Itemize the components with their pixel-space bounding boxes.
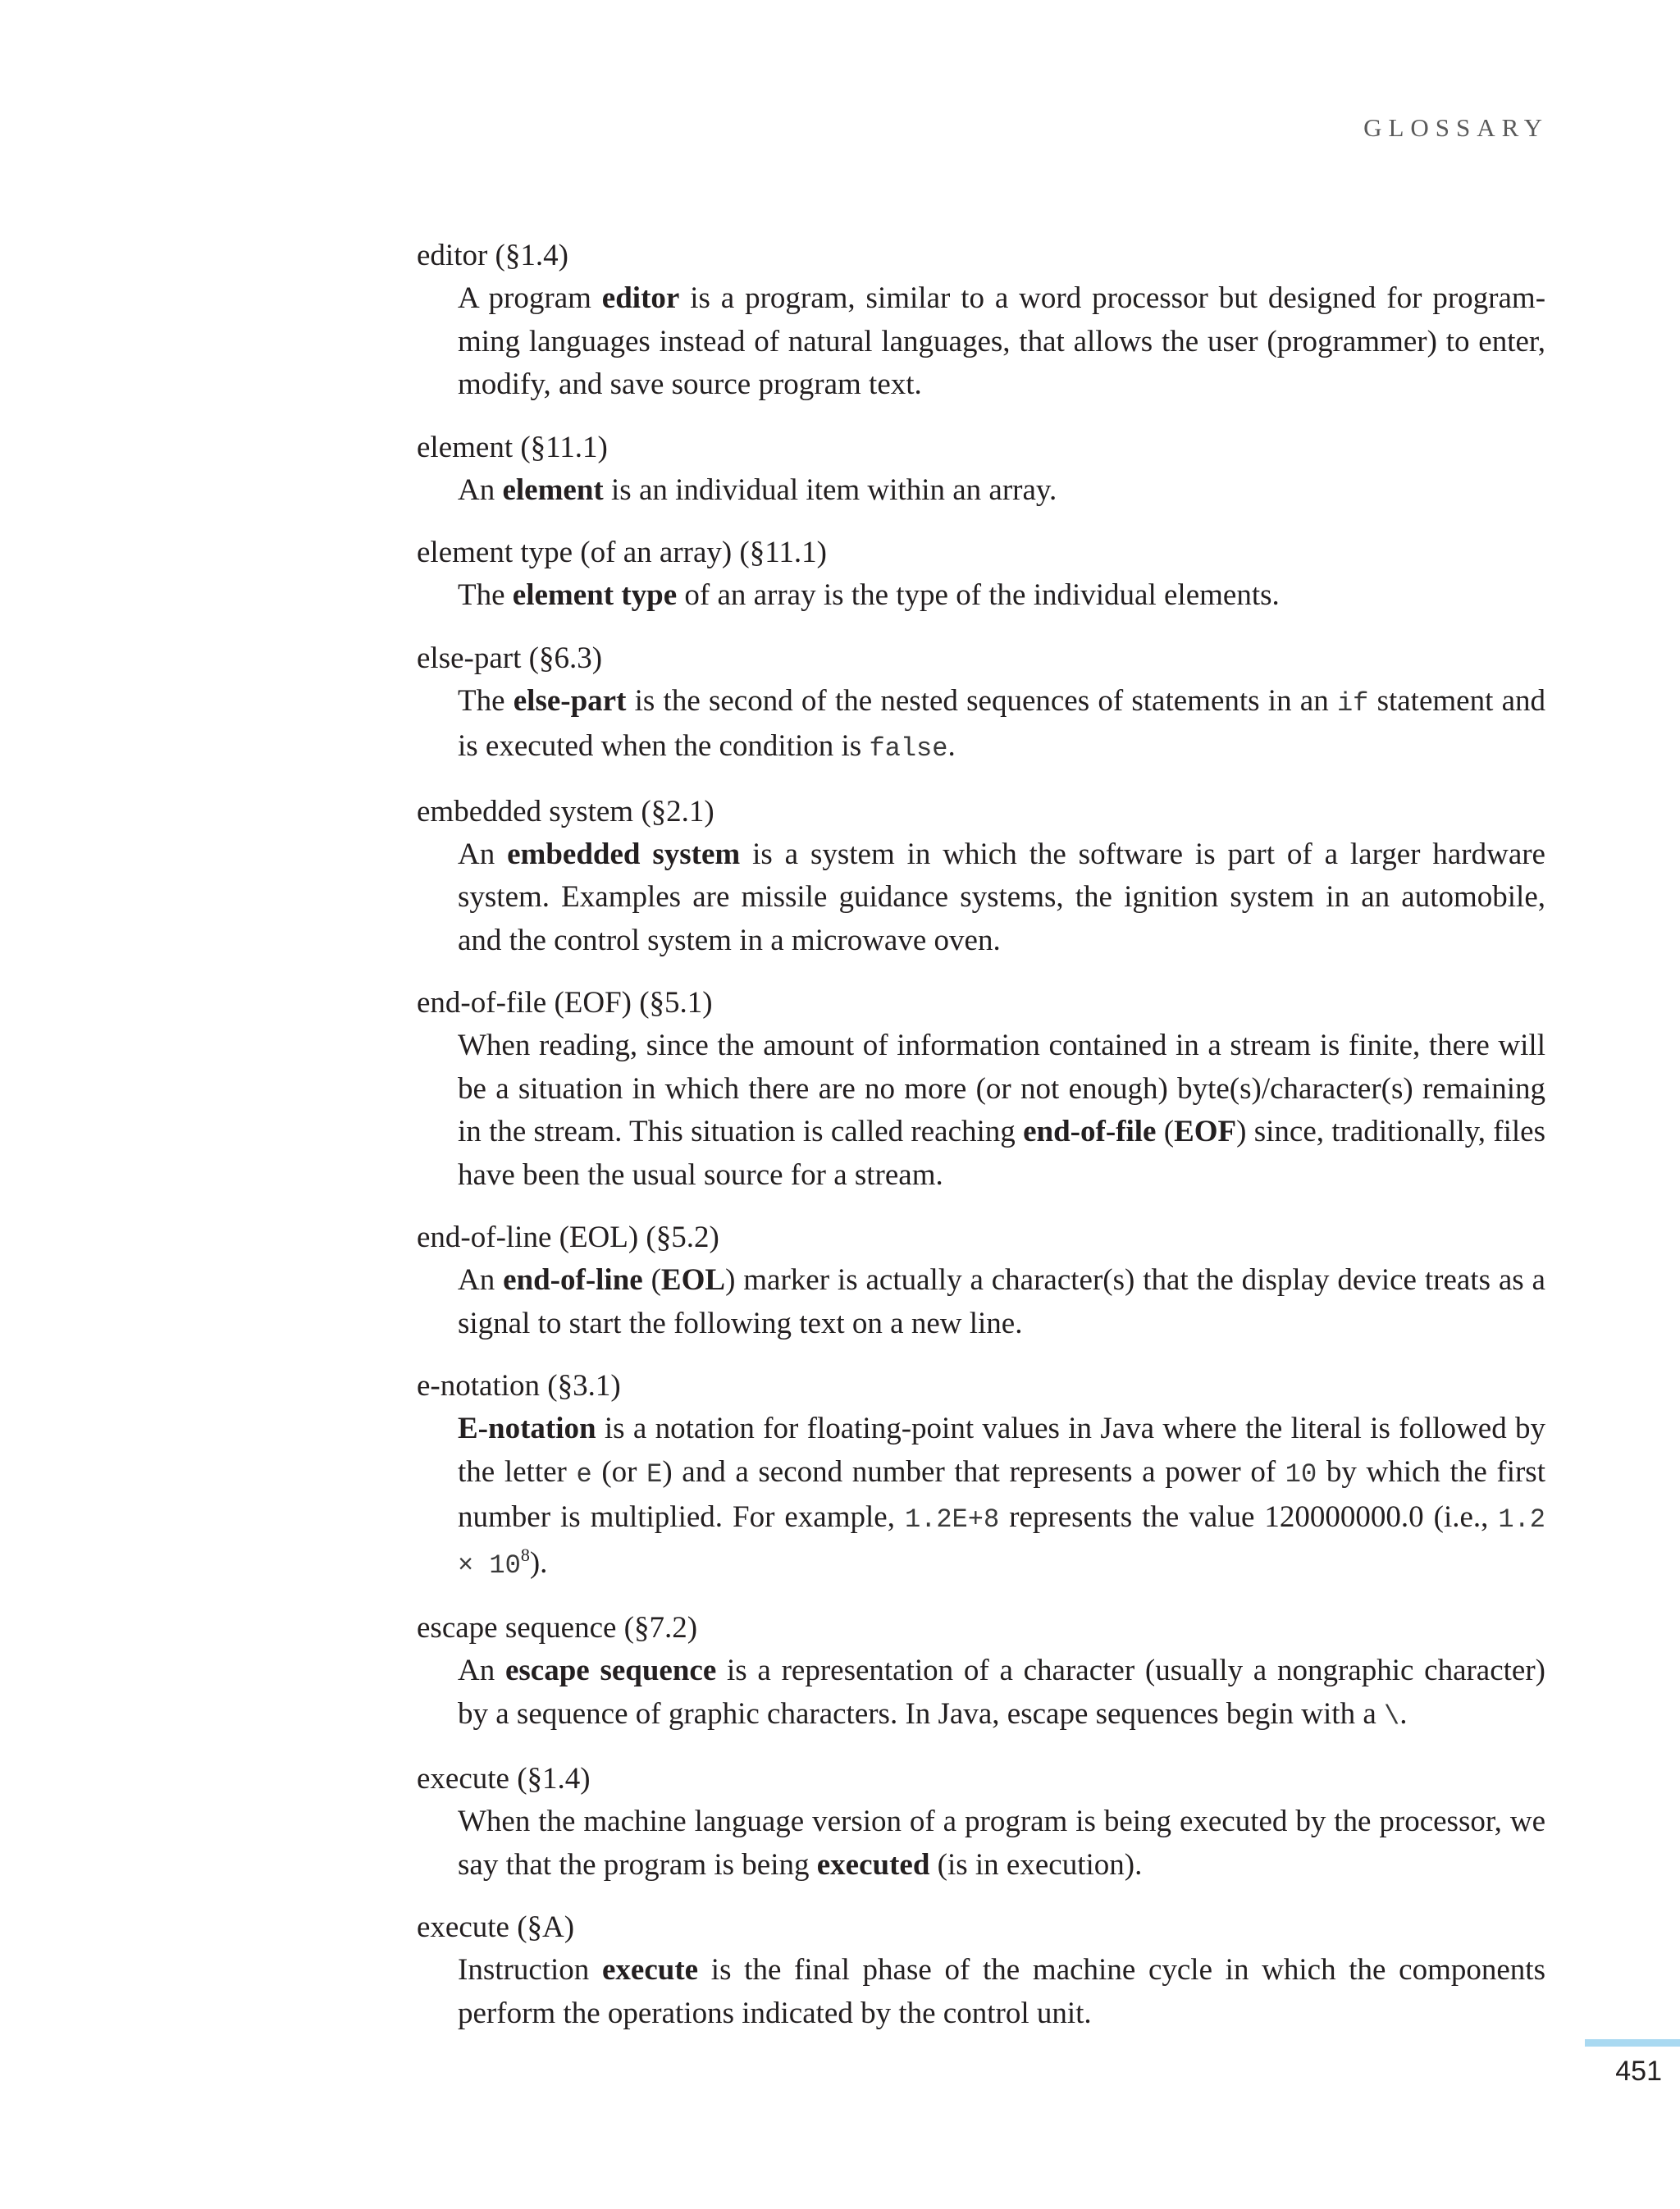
definition-text: When the machine language version of a program is being executed by the processor, we say that the program is being: [458, 1805, 1545, 1882]
glossary-entry: [417, 982, 1545, 1197]
code-literal: false: [869, 733, 948, 764]
glossary-definition: [458, 1949, 1545, 2035]
page-tab-marker: [1585, 2039, 1680, 2047]
code-literal: E: [646, 1458, 663, 1490]
definition-text: is an individual item within an array.: [603, 472, 1057, 507]
code-literal: 10: [1285, 1458, 1317, 1490]
glossary-entry: [417, 1365, 1545, 1587]
glossary-term: escape sequence (§7.2): [417, 1611, 698, 1645]
defined-term: execute: [602, 1953, 699, 1987]
definition-text: represents the value 120000000.0 (i.e.,: [999, 1500, 1499, 1534]
glossary-entry: [417, 427, 1545, 513]
defined-term: executed: [816, 1847, 930, 1882]
definition-text: A program: [458, 281, 602, 315]
definition-text: An: [458, 1654, 505, 1687]
glossary-term: end-of-line (EOL) (§5.2): [417, 1221, 719, 1254]
glossary-entry: [417, 1906, 1545, 2035]
definition-text: The: [458, 578, 513, 612]
code-literal: if: [1336, 687, 1369, 719]
defined-term: embedded system: [507, 837, 741, 871]
code-literal: \: [1384, 1700, 1400, 1732]
glossary-list: [417, 235, 1545, 2055]
defined-term: escape sequence: [504, 1654, 717, 1687]
definition-text: An: [458, 1263, 504, 1297]
glossary-definition: [458, 1408, 1545, 1587]
definition-text: ) and a second number that represents a power of: [662, 1454, 1285, 1489]
glossary-definition: [458, 469, 1545, 513]
glossary-definition: [458, 574, 1545, 618]
superscript-exponent: 8: [520, 1544, 530, 1565]
definition-text: is a notation for floating-point values in Java where the literal is followed by the letter: [458, 1412, 1545, 1489]
defined-term: element type: [512, 578, 678, 612]
glossary-term: else-part (§6.3): [417, 641, 603, 675]
defined-term: end-of-line: [503, 1263, 643, 1297]
defined-term: editor: [601, 281, 680, 315]
glossary-entry: [417, 532, 1545, 618]
definition-text: Instruction: [458, 1953, 602, 1987]
definition-text: ).: [529, 1545, 548, 1580]
definition-text: of an array is the type of the individual elements.: [677, 578, 1280, 612]
defined-term: else-part: [513, 683, 627, 718]
definition-text: is the second of the nested sequences of statements in an: [626, 683, 1337, 718]
glossary-term: e-notation (§3.1): [417, 1369, 621, 1403]
defined-term: end-of-file: [1023, 1115, 1157, 1148]
definition-text: (: [642, 1263, 661, 1297]
defined-term: E-notation: [458, 1412, 596, 1445]
definition-text: is a system in which the software is part of a larger hardware system. Examples are missile guidance systems, the ignition system in an automobile, and the control system in a microwave oven.: [458, 837, 1545, 957]
glossary-entry: [417, 1758, 1545, 1887]
definition-text: by which the first number is multiplied. For example,: [458, 1454, 1545, 1534]
glossary-entry: [417, 1607, 1545, 1738]
glossary-definition: [458, 1025, 1545, 1197]
glossary-entry: [417, 1216, 1545, 1345]
definition-text: When reading, since the amount of information contained in a stream is finite, there will be a situation in which there are no more (or not enough) byte(s)/character(s) remaining in the stream. This situation is called reaching: [458, 1029, 1545, 1148]
definition-text: (or: [591, 1454, 647, 1489]
glossary-term: element (§11.1): [417, 430, 608, 464]
definition-text: is a program, similar to a word processor but designed for programming languages instead of natural languages, that allows the user (programmer) to enter, modify, and save source program text.: [458, 281, 1546, 401]
code-literal: 1.2E+8: [904, 1504, 1000, 1535]
running-head: GLOSSARY: [1363, 113, 1549, 142]
definition-text: (is in execution).: [929, 1847, 1143, 1882]
glossary-entry: [417, 235, 1545, 407]
glossary-entry: [417, 791, 1545, 963]
defined-term: EOL: [660, 1263, 726, 1297]
definition-text: An: [458, 472, 503, 507]
code-literal: 1.2 × 10: [458, 1504, 1545, 1581]
glossary-term: element type (of an array) (§11.1): [417, 536, 827, 569]
definition-text: (: [1156, 1115, 1175, 1148]
code-literal: e: [576, 1458, 592, 1490]
glossary-definition: [458, 1801, 1545, 1887]
page-number: 451: [1615, 2056, 1662, 2087]
definition-text: .: [947, 729, 956, 763]
glossary-term: end-of-file (EOF) (§5.1): [417, 986, 713, 1020]
definition-text: ) marker is actually a character(s) that the display device treats as a signal to start the following text on a new line.: [458, 1263, 1545, 1340]
definition-text: statement and is executed when the condition is: [458, 683, 1545, 763]
definition-text: An: [458, 837, 508, 871]
glossary-term: execute (§1.4): [417, 1762, 591, 1796]
definition-text: The: [458, 683, 514, 718]
definition-text: ) since, traditionally, files have been the usual source for a stream.: [458, 1115, 1545, 1192]
glossary-definition: [458, 1650, 1545, 1738]
glossary-definition: [458, 680, 1545, 771]
glossary-definition: [458, 277, 1545, 407]
glossary-entry: [417, 637, 1545, 771]
defined-term: EOF: [1174, 1115, 1237, 1148]
defined-term: element: [502, 472, 604, 507]
glossary-term: editor (§1.4): [417, 239, 568, 272]
definition-text: is the final phase of the machine cycle in which the components perform the operations indicated by the control unit.: [458, 1953, 1545, 2030]
glossary-term: execute (§A): [417, 1910, 575, 1944]
glossary-term: embedded system (§2.1): [417, 794, 714, 828]
definition-text: .: [1399, 1696, 1408, 1731]
glossary-definition: [458, 1259, 1545, 1345]
definition-text: is a representation of a character (usually a nongraphic character) by a sequence of graphic characters. In Java, escape sequences begin with a: [458, 1654, 1545, 1731]
glossary-definition: [458, 833, 1545, 963]
